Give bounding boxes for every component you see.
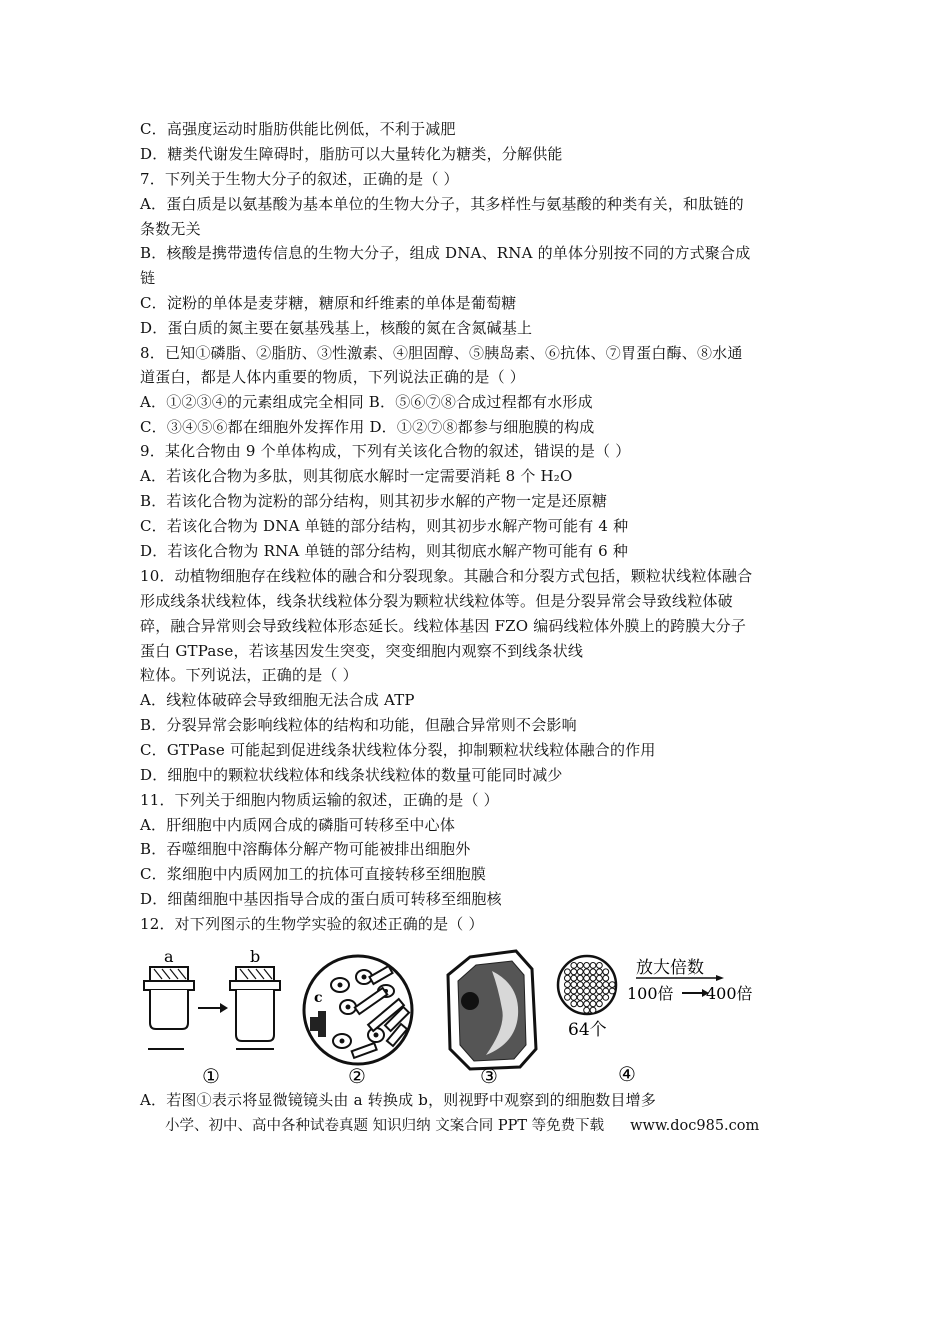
option-7a-line2: 条数无关 xyxy=(140,220,201,238)
option-11a: A．肝细胞中内质网合成的磷脂可转移至中心体 xyxy=(140,816,456,834)
figure-svg xyxy=(140,945,780,1090)
cell-dot xyxy=(590,995,596,1001)
cell-dot xyxy=(597,1001,603,1007)
cell-dot xyxy=(590,969,596,975)
option-10b: B．分裂异常会影响线粒体的结构和功能，但融合异常则不会影响 xyxy=(140,716,577,734)
cell-dot xyxy=(590,975,596,981)
cell-dot xyxy=(565,975,571,981)
cell-dot xyxy=(590,982,596,988)
caption-4: ④ xyxy=(618,1062,636,1086)
option-11c: C．浆细胞中内质网加工的抗体可直接转移至细胞膜 xyxy=(140,865,487,883)
cell-dot xyxy=(590,1007,596,1013)
question-10-stem-line2: 形成线条状线粒体，线条状线粒体分裂为颗粒状线粒体等。但是分裂异常会导致线粒体破 xyxy=(140,592,733,610)
option-7d: D．蛋白质的氮主要在氨基残基上，核酸的氮在含氮碱基上 xyxy=(140,319,533,337)
option-9a: A．若该化合物为多肽，则其彻底水解时一定需要消耗 8 个 H₂O xyxy=(140,467,573,485)
caption-3: ③ xyxy=(480,1064,498,1088)
cell-dot xyxy=(597,982,603,988)
cell-dot xyxy=(603,995,609,1001)
cell-dot xyxy=(597,988,603,994)
option-9d: D．若该化合物为 RNA 单链的部分结构，则其彻底水解产物可能有 6 种 xyxy=(140,542,629,560)
option-6c: C．高强度运动时脂肪供能比例低，不利于减肥 xyxy=(140,120,456,138)
footer-text: 小学、初中、高中各种试卷真题 知识归纳 文案合同 PPT 等免费下载 xyxy=(165,1118,605,1134)
cell-dot xyxy=(565,969,571,975)
question-11-stem: 11．下列关于细胞内物质运输的叙述，正确的是（ ） xyxy=(140,791,499,809)
cell-dot xyxy=(571,975,577,981)
option-10a: A．线粒体破碎会导致细胞无法合成 ATP xyxy=(140,691,415,709)
cell-dot xyxy=(609,982,615,988)
objective-lens-a xyxy=(144,947,194,1029)
cell-dot xyxy=(571,988,577,994)
option-7a-line1: A．蛋白质是以氨基酸为基本单位的生物大分子，其多样性与氨基酸的种类有关，和肽链的 xyxy=(140,195,744,213)
cell-dot xyxy=(577,1001,583,1007)
objective-lens-b xyxy=(230,947,280,1041)
question-7-stem: 7．下列关于生物大分子的叙述，正确的是（ ） xyxy=(140,170,459,188)
cell-dot xyxy=(584,1001,590,1007)
cell-dot xyxy=(603,969,609,975)
cell-dot xyxy=(571,963,577,969)
cell-dot xyxy=(571,1001,577,1007)
options-8cd: C．③④⑤⑥都在细胞外发挥作用 D．①②⑦⑧都参与细胞膜的构成 xyxy=(140,418,595,436)
question-10-stem-line4: 蛋白 GTPase，若该基因发生突变，突变细胞内观察不到线条状线 xyxy=(140,642,584,660)
cell-dot xyxy=(609,988,615,994)
cell-dot xyxy=(603,988,609,994)
cell-dot xyxy=(584,975,590,981)
cell-dot xyxy=(577,982,583,988)
lens-a-label: a xyxy=(164,947,174,966)
question-12-figure xyxy=(140,945,780,1090)
magnification-title: 放大倍数 xyxy=(636,958,704,978)
cell-dot xyxy=(571,995,577,1001)
question-10-stem-line1: 10．动植物细胞存在线粒体的融合和分裂现象。其融合和分裂方式包括，颗粒状线粒体融合 xyxy=(140,567,753,585)
footer-url: www.doc985.com xyxy=(630,1118,760,1134)
cell-dot xyxy=(584,963,590,969)
cell-dot xyxy=(565,988,571,994)
option-7b-line1: B．核酸是携带遗传信息的生物大分子，组成 DNA、RNA 的单体分别按不同的方式聚合成 xyxy=(140,244,751,262)
caption-1: ① xyxy=(202,1064,220,1088)
page-footer xyxy=(165,1116,759,1136)
plant-cell xyxy=(448,951,536,1069)
cell-dot xyxy=(577,988,583,994)
option-7b-line2: 链 xyxy=(140,269,156,287)
cell-dot xyxy=(597,963,603,969)
microscope-field-view xyxy=(304,956,412,1064)
option-11b: B．吞噬细胞中溶酶体分解产物可能被排出细胞外 xyxy=(140,840,471,858)
cell-dot xyxy=(577,963,583,969)
option-10c: C．GTPase 可能起到促进线条状线粒体分裂，抑制颗粒状线粒体融合的作用 xyxy=(140,741,656,759)
cell-dot xyxy=(577,969,583,975)
question-9-stem: 9．某化合物由 9 个单体构成，下列有关该化合物的叙述，错误的是（ ） xyxy=(140,442,631,460)
option-11d: D．细菌细胞中基因指导合成的蛋白质可转移至细胞核 xyxy=(140,890,502,908)
option-7c: C．淀粉的单体是麦芽糖，糖原和纤维素的单体是葡萄糖 xyxy=(140,294,517,312)
label-c: c xyxy=(314,990,323,1006)
option-10d: D．细胞中的颗粒状线粒体和线条状线粒体的数量可能同时减少 xyxy=(140,766,563,784)
cell-dot xyxy=(584,982,590,988)
magnification-to: 400倍 xyxy=(706,984,753,1003)
cell-dot xyxy=(597,975,603,981)
cell-dot xyxy=(577,975,583,981)
options-8ab: A．①②③④的元素组成完全相同 B．⑤⑥⑦⑧合成过程都有水形成 xyxy=(140,393,593,411)
magnification-from: 100倍 xyxy=(627,984,674,1003)
lens-b-label: b xyxy=(250,947,261,966)
cell-dot xyxy=(584,995,590,1001)
question-10-stem-line5: 粒体。下列说法，正确的是（ ） xyxy=(140,666,358,684)
question-12-stem: 12．对下列图示的生物学实验的叙述正确的是（ ） xyxy=(140,915,484,933)
option-6d: D．糖类代谢发生障碍时，脂肪可以大量转化为糖类，分解供能 xyxy=(140,145,563,163)
cell-dot xyxy=(584,1007,590,1013)
cell-dot xyxy=(590,988,596,994)
caption-2: ② xyxy=(348,1064,366,1088)
question-10-stem-line3: 碎，融合异常则会导致线粒体形态延长。线粒体基因 FZO 编码线粒体外膜上的跨膜大分子 xyxy=(140,617,747,635)
option-9c: C．若该化合物为 DNA 单链的部分结构，则其初步水解产物可能有 4 种 xyxy=(140,517,629,535)
option-9b: B．若该化合物为淀粉的部分结构，则其初步水解的产物一定是还原糖 xyxy=(140,492,608,510)
cell-dot xyxy=(590,1001,596,1007)
cell-dot xyxy=(577,995,583,1001)
cell-dot xyxy=(565,982,571,988)
question-8-stem-line2: 道蛋白，都是人体内重要的物质，下列说法正确的是（ ） xyxy=(140,368,525,386)
cell-dot xyxy=(597,969,603,975)
question-8-stem-line1: 8．已知①磷脂、②脂肪、③性激素、④胆固醇、⑤胰岛素、⑥抗体、⑦胃蛋白酶、⑧水通 xyxy=(140,344,743,362)
arrow-a-to-b xyxy=(198,1003,228,1013)
cell-dot xyxy=(571,969,577,975)
cell-dot xyxy=(603,975,609,981)
option-12a: A．若图①表示将显微镜镜头由 a 转换成 b，则视野中观察到的细胞数目增多 xyxy=(140,1091,657,1109)
cell-dot xyxy=(597,995,603,1001)
cell-dot xyxy=(584,988,590,994)
cell-dot xyxy=(584,969,590,975)
cell-dot xyxy=(571,982,577,988)
cell-dot xyxy=(565,995,571,1001)
cell-count-label: 64个 xyxy=(568,1020,607,1040)
cell-dot xyxy=(603,982,609,988)
cell-field-64 xyxy=(558,956,616,1014)
cell-dot xyxy=(590,963,596,969)
